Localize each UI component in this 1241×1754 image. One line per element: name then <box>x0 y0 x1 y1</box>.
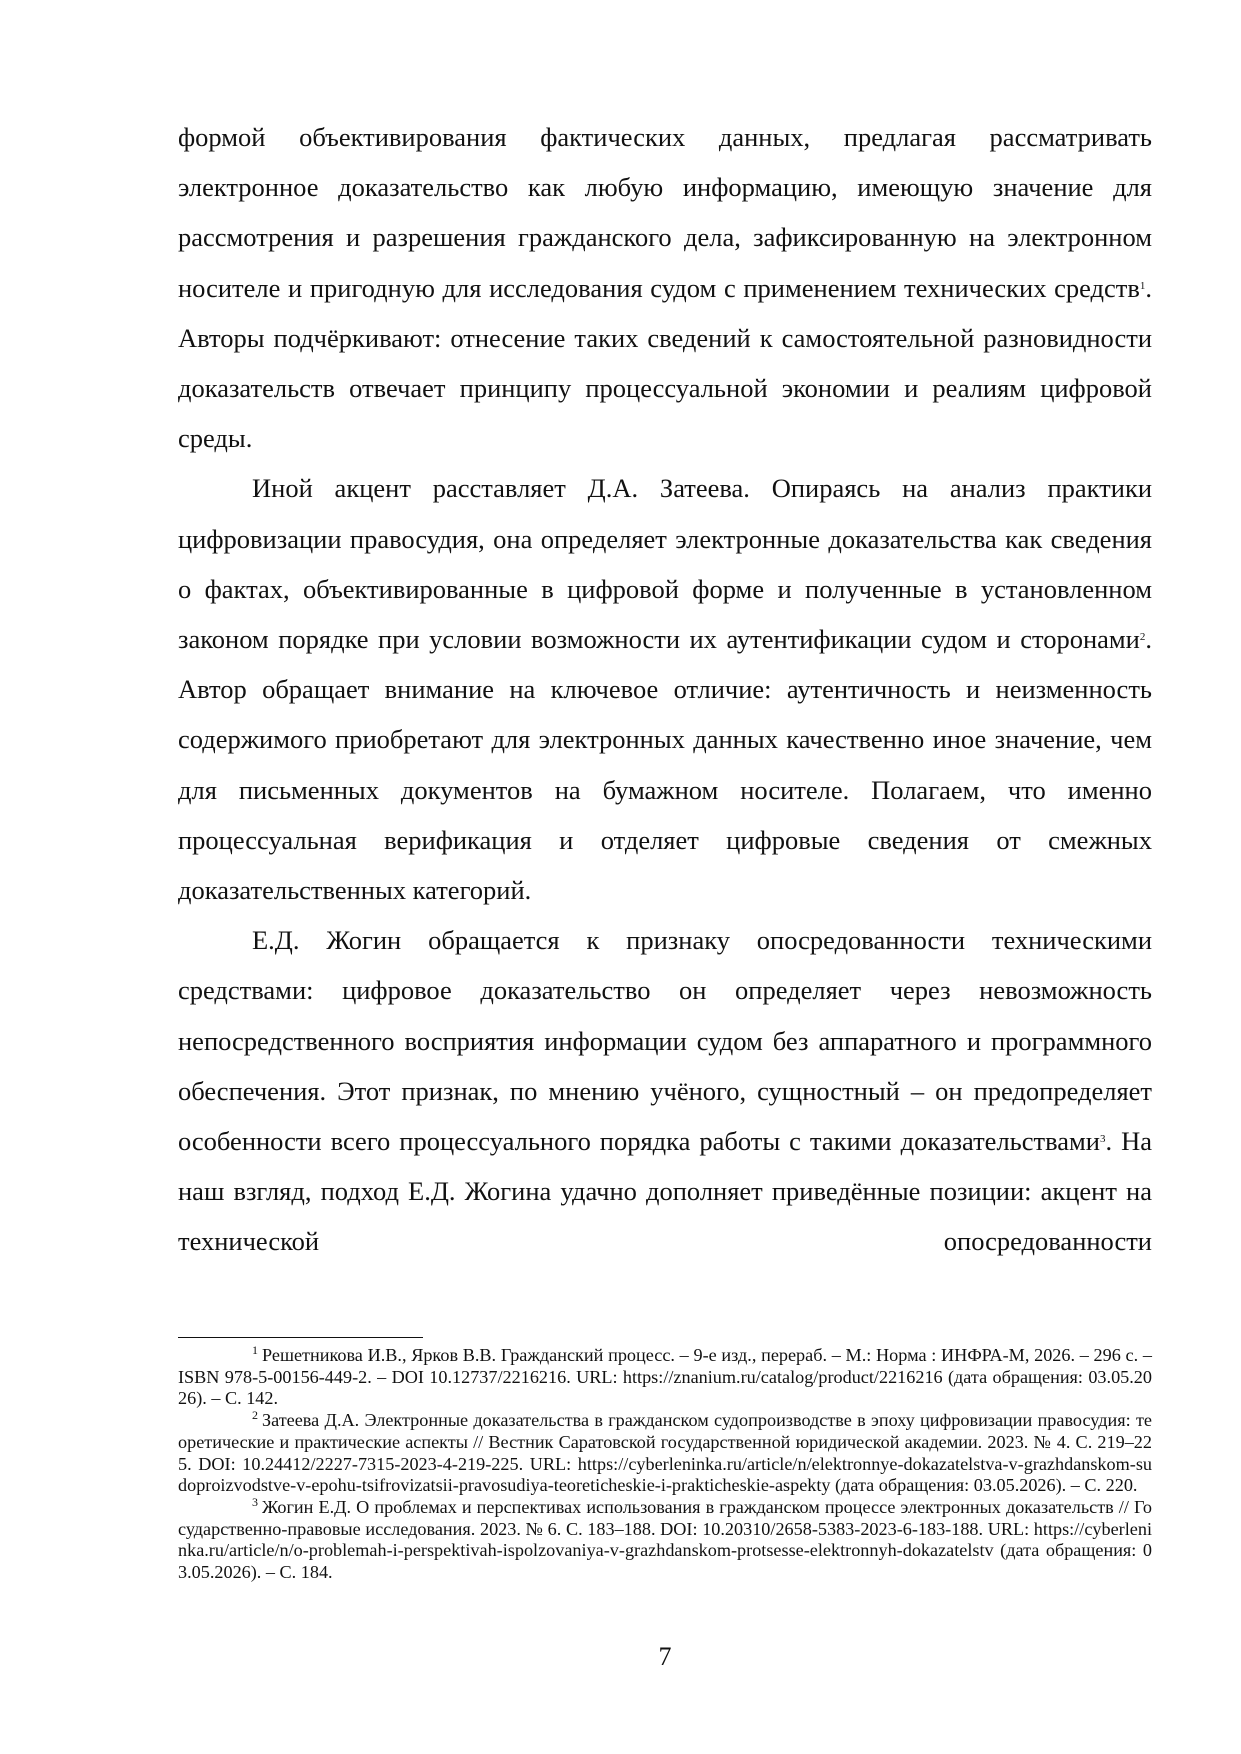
paragraph-3 <box>178 915 1152 1266</box>
footnote-1 <box>178 1342 1152 1410</box>
paragraph-2-text-b: . Автор обращает внимание на ключевое отличие: аутентичность и неизменность содержимого приобретают для электронных данных качественно иное значение, чем для письменных документов на бумажном носителе. Полагаем, что именно процессуальная верификация и отделяет цифровые сведения от смежных доказательственных категорий. <box>178 624 1152 906</box>
footnote-1-number: 1 <box>252 1342 258 1357</box>
footnote-2 <box>178 1410 1152 1497</box>
footnote-2-text: Затеева Д.А. Электронные доказательства в гражданском судопроизводстве в эпоху цифровизации правосудия: теоретические и практические аспекты // Вестник Саратовской государственной юридической академии. 2023. № 4. С. 219–225. DOI: 10.24412/2227-7315-2023-4-219-225. URL: https://cyberleninka.ru/article/n/elektronnye-dokazatelstva-v-grazhdanskom-sudoproizvodstve-v-epohu-tsifrovizatsii-pravosudiya-teoreticheskie-i-prakticheskie-aspekty (дата обращения: 03.05.2026). – С. 220. <box>178 1410 1152 1496</box>
footnote-ref-1[interactable]: 1 <box>1139 279 1146 292</box>
footnote-ref-3[interactable]: 3 <box>1099 1133 1106 1146</box>
paragraph-1 <box>178 112 1152 463</box>
main-text <box>178 112 1152 1267</box>
footnote-separator <box>178 1337 423 1338</box>
footnote-3 <box>178 1494 1152 1584</box>
paragraph-1-text-a: формой объективирования фактических данных, предлагая рассматривать электронное доказательство как любую информацию, имеющую значение для рассмотрения и разрешения гражданского дела, зафиксированную на электронном носителе и пригодную для исследования судом с применением технических средств <box>178 122 1152 303</box>
footnotes <box>178 1342 1152 1584</box>
paragraph-2 <box>178 463 1152 915</box>
paragraph-1-text-b: . Авторы подчёркивают: отнесение таких сведений к самостоятельной разновидности доказательств отвечает принципу процессуальной экономии и реалиям цифровой среды. <box>178 272 1152 454</box>
paragraph-2-text-a: Иной акцент расставляет Д.А. Затеева. Опираясь на анализ практики цифровизации правосудия, она определяет электронные доказательства как сведения о фактах, объективированные в цифровой форме и полученные в установленном законом порядке при условии возможности их аутентификации судом и сторонами <box>178 473 1152 655</box>
footnote-ref-2[interactable]: 2 <box>1139 631 1146 644</box>
footnote-1-text: Решетникова И.В., Ярков В.В. Гражданский процесс. – 9-е изд., перераб. – М.: Норма : ИНФРА-М, 2026. – 296 с. – ISBN 978-5-00156-449-2. – DOI 10.12737/2216216. URL: https://znanium.ru/catalog/product/2216216 (дата обращения: 03.05.2026). – С. 142. <box>178 1345 1152 1409</box>
page-number: 7 <box>658 1642 672 1671</box>
paragraph-3-text-b: . На наш взгляд, подход Е.Д. Жогина удачно дополняет приведённые позиции: акцент на технической опосредованности <box>178 1126 1153 1257</box>
footnote-3-number: 3 <box>252 1494 258 1509</box>
paragraph-3-text-a: Е.Д. Жогин обращается к признаку опосредованности техническими средствами: цифровое доказательство он определяет через невозможность непосредственного восприятия информации судом без аппаратного и программного обеспечения. Этот признак, по мнению учёного, сущностный – он предопределяет особенности всего процессуального порядка работы с такими доказательствами <box>178 925 1152 1157</box>
footnote-2-number: 2 <box>252 1408 258 1423</box>
footnote-3-text: Жогин Е.Д. О проблемах и перспективах использования в гражданском процессе электронных доказательств // Государственно-правовые исследования. 2023. № 6. С. 183–188. DOI: 10.20310/2658-5383-2023-6-183-188. URL: https://cyberleninka.ru/article/n/o-problemah-i-perspektivah-ispolzovaniya-v-grazhdanskom-protsesse-elektronnyh-dokazatelstv (дата обращения: 03.05.2026). – С. 184. <box>178 1496 1152 1583</box>
